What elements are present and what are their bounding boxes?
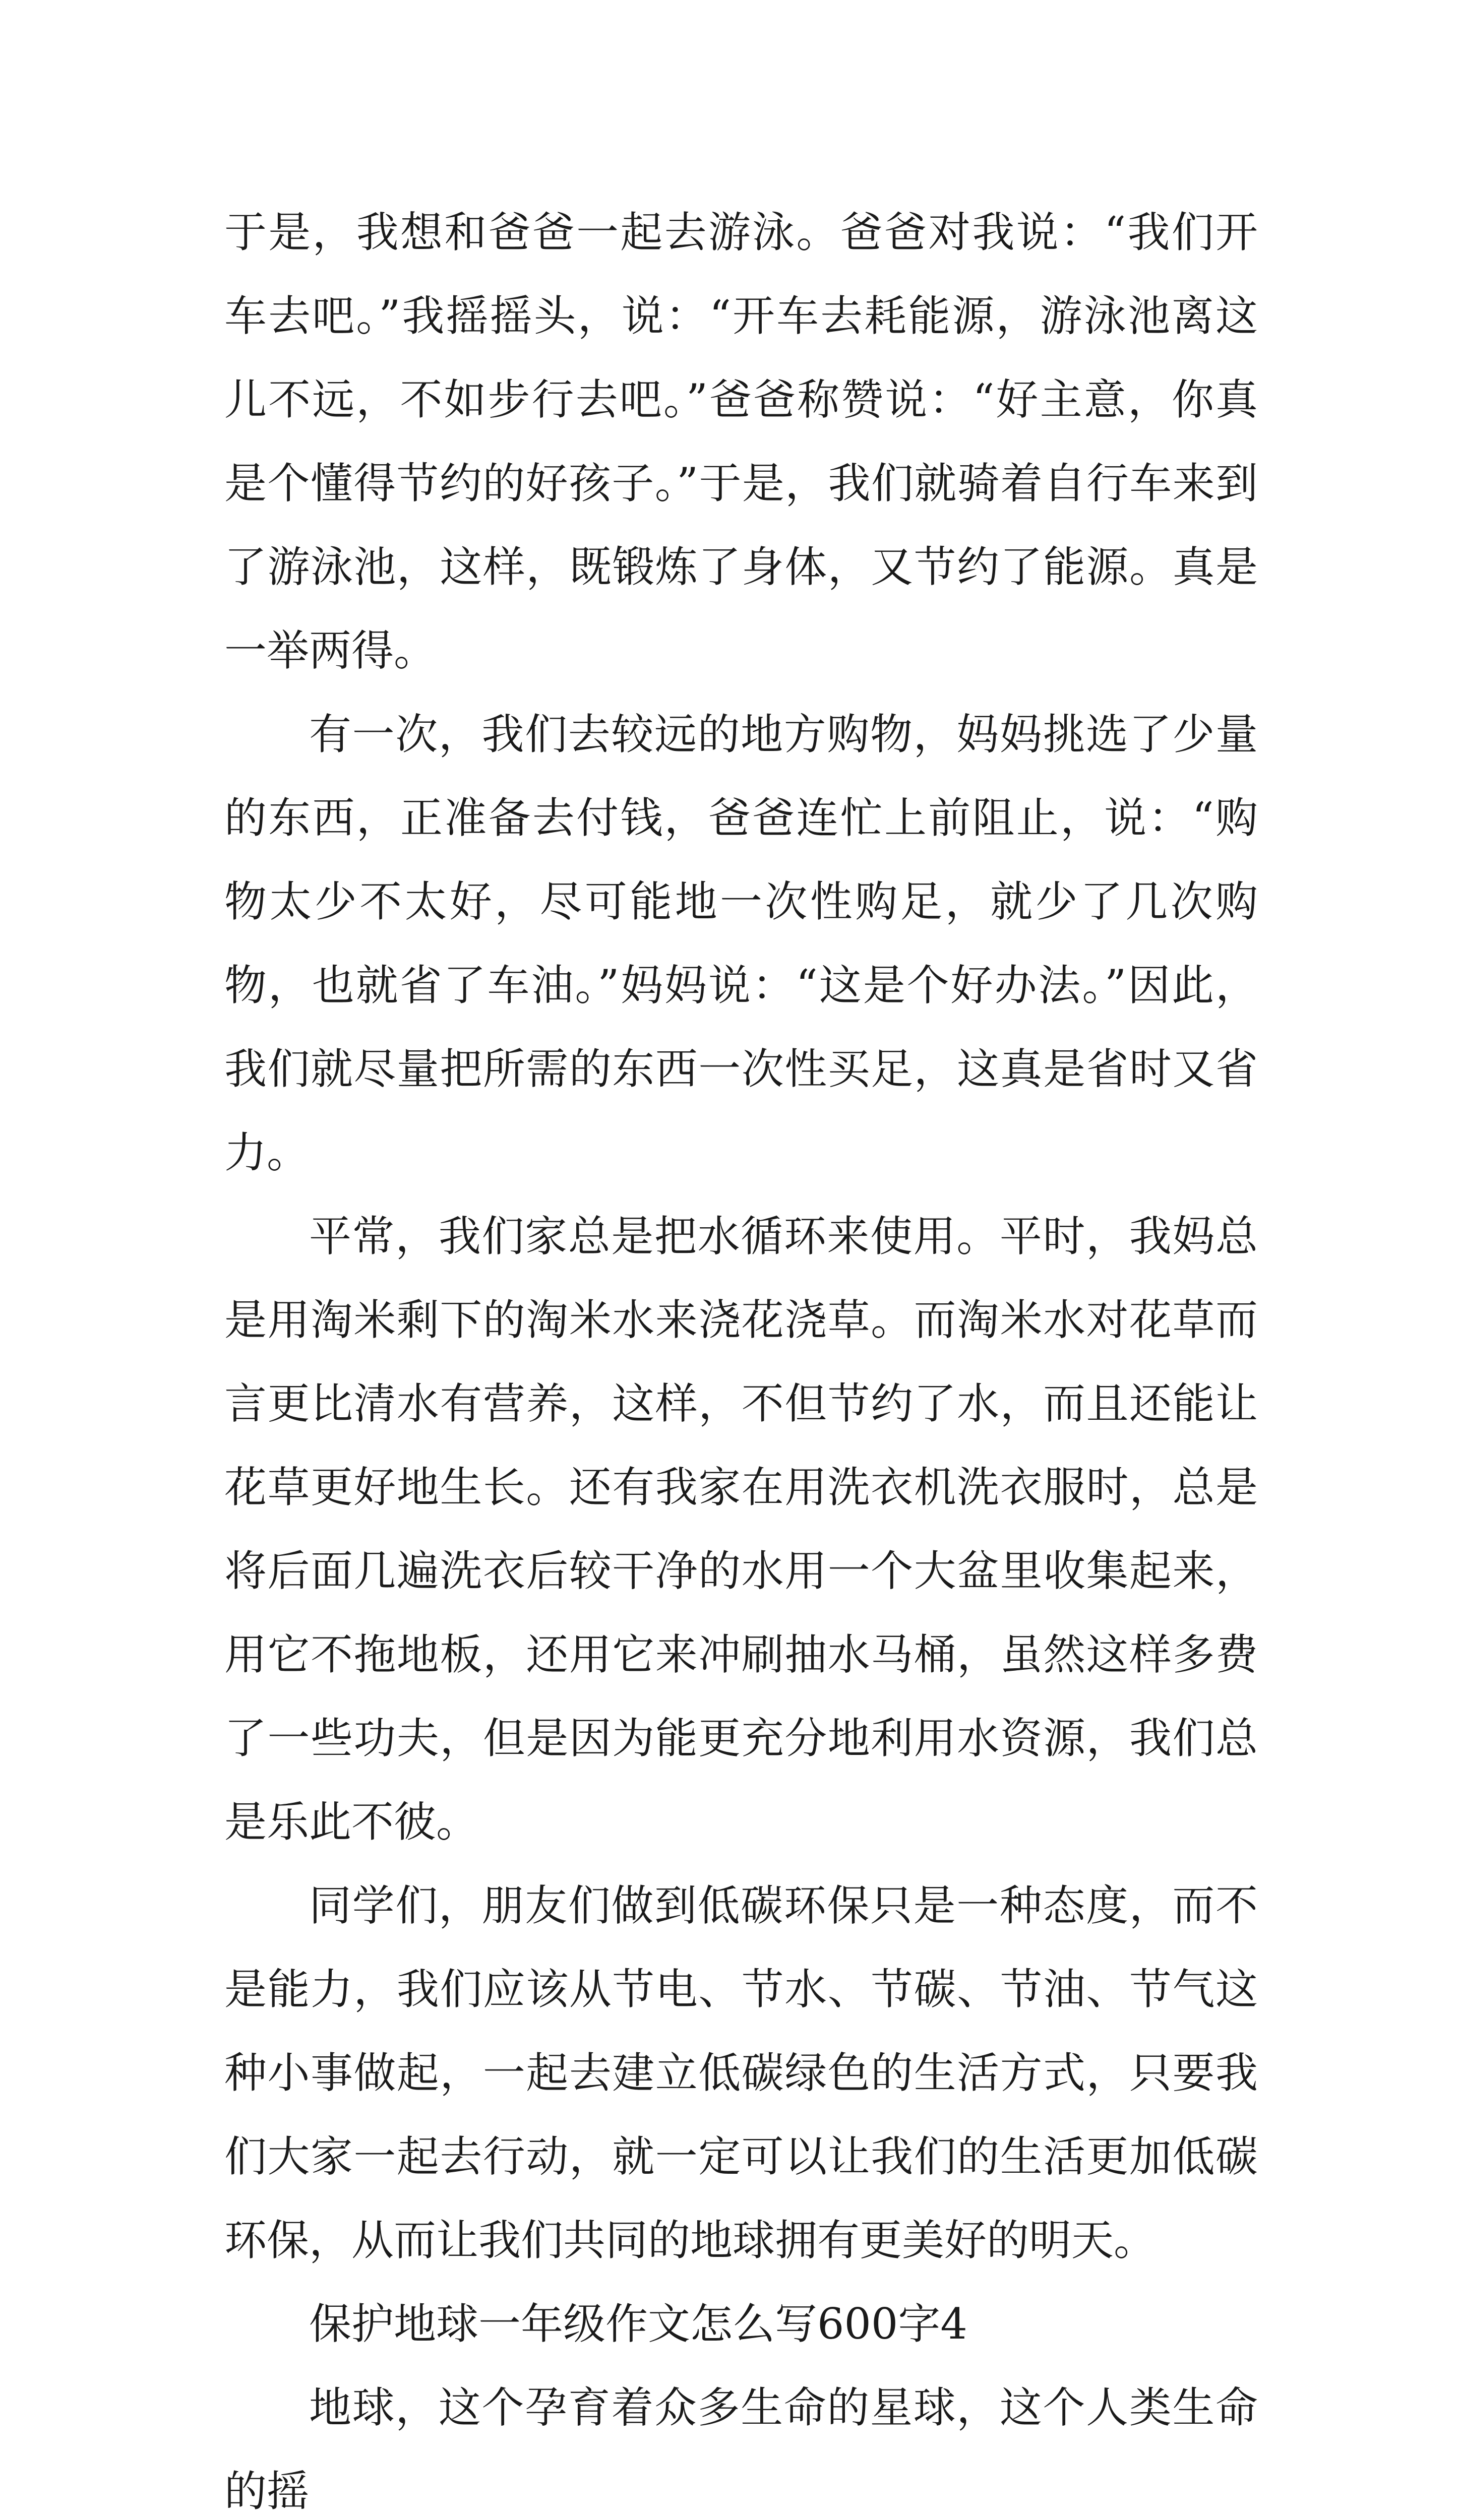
paragraph-1: 于是，我想和爸爸一起去游泳。爸爸对我说：“我们开车去吧。”我摇摇头，说：“开车去耗能源，游泳池离这儿不远，不如步行去吧。”爸爸称赞说：“好主意，你真是个懂得节约的好孩子。”于是，我们就骑着自行车来到了游泳池，这样，既锻炼了身体，又节约了能源。真是一举两得。 (224, 208, 1258, 675)
section-heading: 保护地球一年级作文怎么写600字4 (309, 2299, 967, 2349)
paragraph-5: 地球，这个孕育着众多生命的星球，这个人类生命的摇 (224, 2383, 1258, 2516)
paragraph-3: 平常，我们家总是把水循环来使用。平时，我妈总是用淘米剩下的淘米水来浇花浇草。而淘米水对花草而言更比清水有营养，这样，不但节约了水，而且还能让花草更好地生长。还有我家在用洗衣机洗衣服时，总是将后面几遍洗衣后较干净的水用一个大盆里收集起来，用它不拖地板，还用它来冲刷抽水马桶，虽然这样多费了一些功夫，但是因为能更充分地利用水资源，我们总是乐此不彼。 (224, 1212, 1258, 1847)
paragraph-2: 有一次，我们去较远的地方购物，妈妈挑选了少量的东西，正准备去付钱，爸爸连忙上前阻止，说：“购物太少不太好，尽可能地一次性购足，就少了几次购物，也就省了车油。”妈妈说：“这是个好办法。”因此，我们就尽量把所需的东西一次性买足，这真是省时又省力。 (224, 710, 1258, 1177)
paragraph-4: 同学们，朋友们做到低碳环保只是一种态度，而不是能力，我们应该从节电、节水、节碳、节油、节气这种小事做起，一起去建立低碳绿色的生活方式，只要我们大家一起去行动，就一定可以让我们的生活更加低碳环保，从而让我们共同的地球拥有更美好的明天。 (224, 1881, 1258, 2265)
document-body (224, 191, 1258, 2520)
